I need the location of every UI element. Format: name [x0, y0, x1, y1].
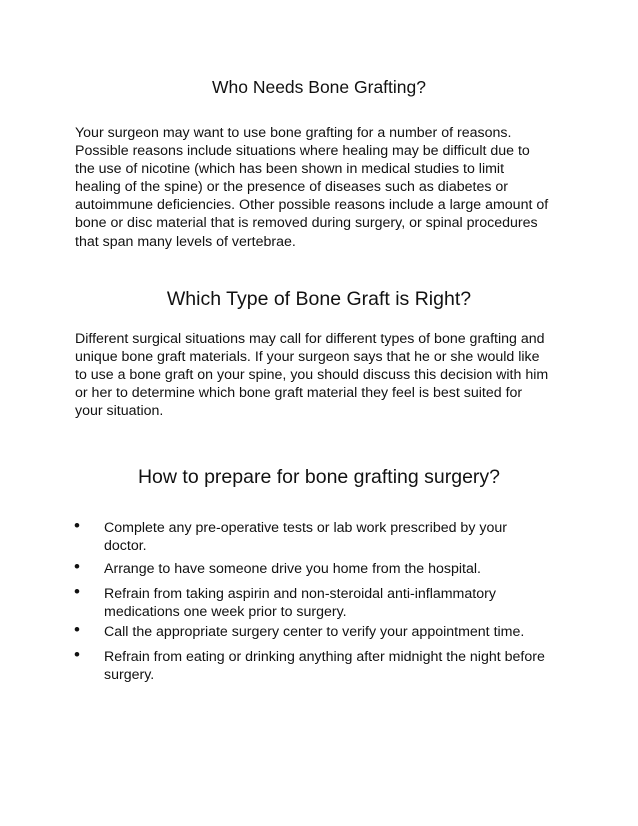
list-item-text: Arrange to have someone drive you home from the hospital. [104, 561, 481, 577]
bullet-icon: • [74, 620, 80, 639]
paragraph-who-needs-bone-grafting: Your surgeon may want to use bone grafting for a number of reasons. Possible reasons include situations where healing may be difficult due to the use of nicotine (which has been shown in medical studies to limit healing of the spine) or the presence of diseases such as diabetes or autoimmune deficiencies. Other possible reasons include a large amount of bone or disc material that is removed during surgery, or spinal procedures that span many levels of vertebrae. [75, 125, 549, 250]
list-item-text: Call the appropriate surgery center to verify your appointment time. [104, 624, 525, 640]
list-item-text: Complete any pre-operative tests or lab work prescribed by your doctor. [104, 520, 507, 555]
bullet-icon: • [74, 557, 80, 576]
bullet-icon: • [74, 516, 80, 535]
list-item-text: Refrain from eating or drinking anything after midnight the night before surgery. [104, 649, 545, 684]
list-item-text: Refrain from taking aspirin and non-steroidal anti-inflammatory medications one week prior to surgery. [104, 586, 496, 621]
heading-who-needs-bone-grafting: Who Needs Bone Grafting? [211, 77, 426, 97]
paragraph-which-type-of-bone-graft: Different surgical situations may call for different types of bone grafting and unique bone graft materials. If your surgeon says that he or she would like to use a bone graft on your spine, you should discuss this decision with him or her to determine which bone graft material they feel is best suited for your situation. [75, 331, 549, 420]
heading-how-to-prepare: How to prepare for bone grafting surgery? [137, 466, 501, 488]
bullet-icon: • [74, 582, 80, 601]
heading-which-type-of-bone-graft: Which Type of Bone Graft is Right? [166, 288, 472, 310]
bullet-icon: • [74, 645, 80, 664]
